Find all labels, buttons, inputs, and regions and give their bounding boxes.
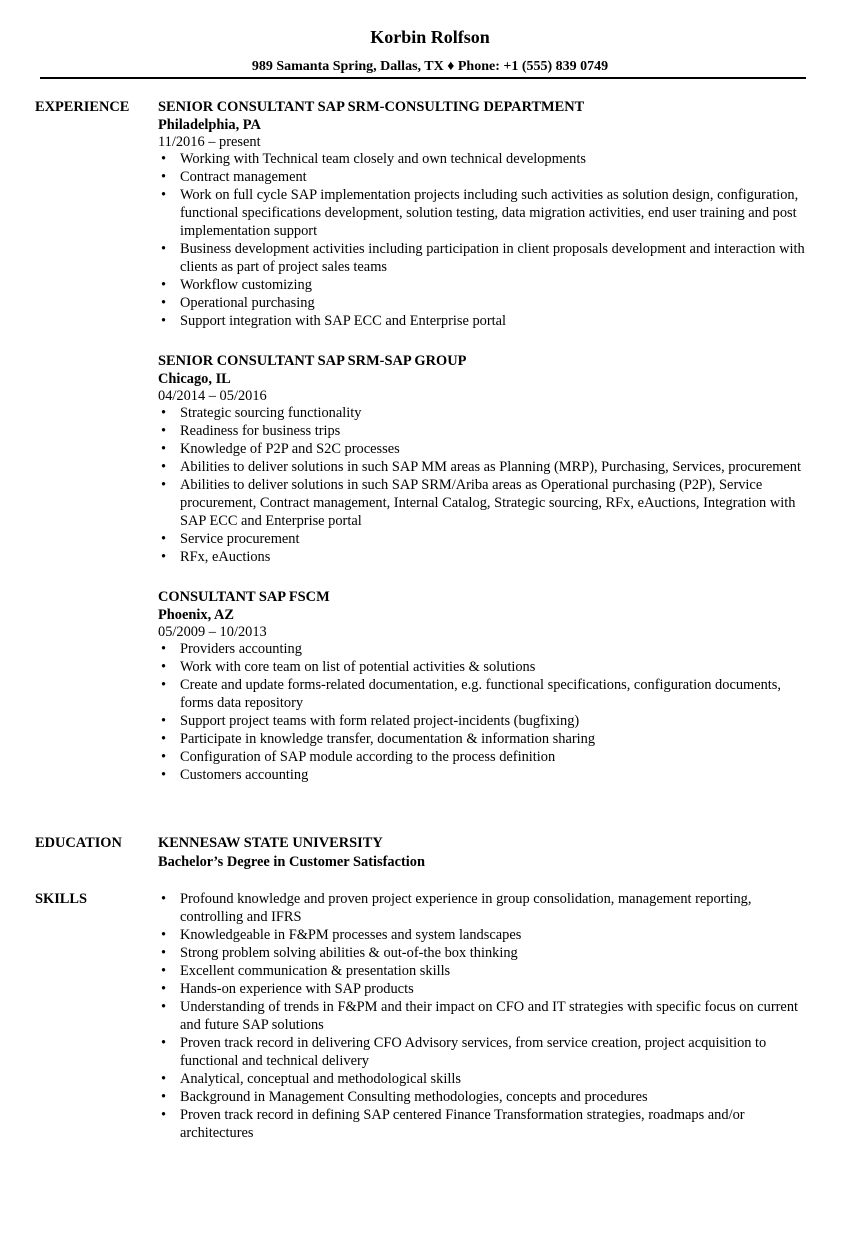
job-bullet: • Business development activities including participation in client proposals development and interaction with clients as part of project sales teams <box>161 241 805 275</box>
job-title: CONSULTANT SAP FSCM <box>158 589 330 605</box>
bullet-icon: • <box>161 963 167 979</box>
job-bullet: • Strategic sourcing functionality <box>161 405 362 421</box>
section-title-education: EDUCATION <box>35 835 122 851</box>
bullet-icon: • <box>161 749 167 765</box>
skill-item: • Analytical, conceptual and methodological skills <box>161 1071 461 1087</box>
school-name: KENNESAW STATE UNIVERSITY <box>158 835 383 851</box>
job-title: SENIOR CONSULTANT SAP SRM-SAP GROUP <box>158 353 467 369</box>
job-bullet: • Customers accounting <box>161 767 309 783</box>
job-bullet: • Abilities to deliver solutions in such SAP MM areas as Planning (MRP), Purchasing, Services, procurement <box>161 459 801 475</box>
job-bullet: • Service procurement <box>161 531 300 547</box>
bullet-icon: • <box>161 441 167 457</box>
job-bullet-list <box>158 640 814 784</box>
bullet-icon: • <box>161 549 167 565</box>
job-bullet: • Participate in knowledge transfer, documentation & information sharing <box>161 731 596 747</box>
job-bullet: • Configuration of SAP module according to the process definition <box>161 749 556 765</box>
job-bullet: • Knowledge of P2P and S2C processes <box>161 441 400 457</box>
bullet-icon: • <box>161 405 167 421</box>
skills-section <box>158 890 814 1142</box>
job-bullet-list <box>158 404 814 566</box>
bullet-icon: • <box>161 677 167 693</box>
job-dates: 05/2009 – 10/2013 <box>158 624 267 640</box>
job-location: Chicago, IL <box>158 371 231 387</box>
bullet-icon: • <box>161 531 167 547</box>
bullet-icon: • <box>161 713 167 729</box>
job-bullet: • RFx, eAuctions <box>161 549 271 565</box>
skill-item: • Proven track record in delivering CFO Advisory services, from service creation, project acquisition to functional and technical delivery <box>161 1035 767 1069</box>
candidate-name: Korbin Rolfson <box>370 27 490 47</box>
education-section <box>158 834 814 872</box>
bullet-icon: • <box>161 295 167 311</box>
bullet-icon: • <box>161 151 167 167</box>
job-entry <box>158 98 814 330</box>
job-bullet: • Abilities to deliver solutions in such SAP SRM/Ariba areas as Operational purchasing (P2P), Service procurement, Contract management, Internal Catalog, Strategic sourcing, RFx, eAuctions, Integration with SAP ECC and Enterprise portal <box>161 477 796 529</box>
job-bullet: • Providers accounting <box>161 641 302 657</box>
experience-section <box>158 98 814 806</box>
job-location: Phoenix, AZ <box>158 607 234 623</box>
bullet-icon: • <box>161 313 167 329</box>
skill-item: • Excellent communication & presentation skills <box>161 963 451 979</box>
job-bullet: • Working with Technical team closely and own technical developments <box>161 151 586 167</box>
skills-list <box>158 890 814 1142</box>
bullet-icon: • <box>161 1107 167 1123</box>
job-bullet: • Operational purchasing <box>161 295 315 311</box>
job-location: Philadelphia, PA <box>158 117 261 133</box>
job-title: SENIOR CONSULTANT SAP SRM-CONSULTING DEPARTMENT <box>158 99 585 115</box>
bullet-icon: • <box>161 999 167 1015</box>
bullet-icon: • <box>161 459 167 475</box>
skill-item: • Profound knowledge and proven project experience in group consolidation, management reporting, controlling and IFRS <box>161 891 752 925</box>
bullet-icon: • <box>161 241 167 257</box>
job-bullet-list <box>158 150 814 330</box>
job-bullet: • Support integration with SAP ECC and Enterprise portal <box>161 313 507 329</box>
skill-item: • Hands-on experience with SAP products <box>161 981 414 997</box>
job-bullet: • Contract management <box>161 169 307 185</box>
bullet-icon: • <box>161 1089 167 1105</box>
skill-item: • Strong problem solving abilities & out-of-the box thinking <box>161 945 518 961</box>
bullet-icon: • <box>161 477 167 493</box>
bullet-icon: • <box>161 767 167 783</box>
job-dates: 04/2014 – 05/2016 <box>158 388 267 404</box>
bullet-icon: • <box>161 891 167 907</box>
skill-item: • Proven track record in defining SAP centered Finance Transformation strategies, roadmaps and/or architectures <box>161 1107 745 1141</box>
bullet-icon: • <box>161 731 167 747</box>
bullet-icon: • <box>161 169 167 185</box>
skill-item: • Background in Management Consulting methodologies, concepts and procedures <box>161 1089 648 1105</box>
job-bullet: • Create and update forms-related documentation, e.g. functional specifications, configuration documents, forms data repository <box>161 677 782 711</box>
degree: Bachelor’s Degree in Customer Satisfaction <box>158 854 425 870</box>
header-divider <box>40 77 806 79</box>
bullet-icon: • <box>161 927 167 943</box>
job-bullet: • Readiness for business trips <box>161 423 341 439</box>
bullet-icon: • <box>161 277 167 293</box>
section-title-skills: SKILLS <box>35 891 87 907</box>
bullet-icon: • <box>161 945 167 961</box>
job-entry <box>158 588 814 784</box>
job-bullet: • Work on full cycle SAP implementation projects including such activities as solution design, configuration, functional specifications development, solution testing, data migration activities, end user training and post implementation support <box>161 187 799 239</box>
job-bullet: • Support project teams with form related project-incidents (bugfixing) <box>161 713 580 729</box>
bullet-icon: • <box>161 659 167 675</box>
bullet-icon: • <box>161 641 167 657</box>
job-bullet: • Workflow customizing <box>161 277 312 293</box>
job-entry <box>158 352 814 566</box>
job-bullet: • Work with core team on list of potential activities & solutions <box>161 659 536 675</box>
bullet-icon: • <box>161 981 167 997</box>
bullet-icon: • <box>161 423 167 439</box>
job-dates: 11/2016 – present <box>158 134 261 150</box>
bullet-icon: • <box>161 1035 167 1051</box>
skill-item: • Understanding of trends in F&PM and their impact on CFO and IT strategies with specific focus on current and future SAP solutions <box>161 999 799 1033</box>
contact-line: 989 Samanta Spring, Dallas, TX ♦ Phone: +1 (555) 839 0749 <box>251 59 609 74</box>
skill-item: • Knowledgeable in F&PM processes and system landscapes <box>161 927 522 943</box>
bullet-icon: • <box>161 1071 167 1087</box>
section-title-experience: EXPERIENCE <box>35 99 130 115</box>
bullet-icon: • <box>161 187 167 203</box>
